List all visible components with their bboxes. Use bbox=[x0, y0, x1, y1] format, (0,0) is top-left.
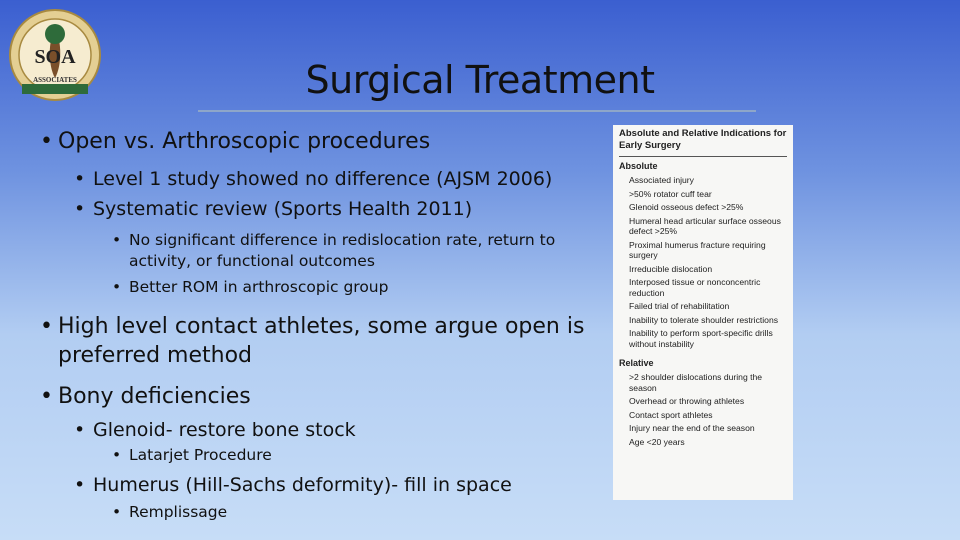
relative-item: Age <20 years bbox=[629, 436, 685, 447]
bullet-humerus: • Humerus (Hill-Sachs deformity)- fill in space bbox=[93, 470, 596, 500]
absolute-item: Inability to perform sport-specific drills without instability bbox=[629, 328, 773, 349]
bullet-latarjet: • Latarjet Procedure bbox=[129, 445, 596, 466]
absolute-item: Associated injury bbox=[629, 175, 694, 185]
bullet-better-rom: • Better ROM in arthroscopic group bbox=[129, 277, 596, 298]
bullet-open-vs-arthroscopic: • Open vs. Arthroscopic procedures bbox=[58, 127, 596, 156]
bullet-no-difference: • No significant difference in redislocation rate, return to activity, or functional outcomes bbox=[129, 230, 596, 272]
relative-heading: Relative bbox=[619, 358, 654, 368]
bullet-contact-athletes: • High level contact athletes, some argue open is preferred method bbox=[58, 312, 596, 370]
absolute-item: Irreducible dislocation bbox=[629, 263, 713, 274]
relative-item: >2 shoulder dislocations during the season bbox=[629, 372, 763, 393]
bullet-level1-study: • Level 1 study showed no difference (AJSM 2006) bbox=[93, 164, 596, 194]
bullet-glenoid: • Glenoid- restore bone stock bbox=[93, 415, 596, 445]
indications-table-image bbox=[613, 125, 793, 500]
bullet-remplissage: • Remplissage bbox=[129, 502, 596, 523]
absolute-item: Interposed tissue or nonconcentric reduction bbox=[629, 277, 761, 298]
relative-item: Injury near the end of the season bbox=[629, 423, 755, 433]
absolute-item: Proximal humerus fracture requiring surgery bbox=[629, 239, 766, 260]
table-divider bbox=[619, 156, 787, 157]
svg-text:ASSOCIATES: ASSOCIATES bbox=[33, 76, 77, 84]
bullet-bony-deficiencies: • Bony deficiencies bbox=[58, 382, 596, 411]
slide-title: Surgical Treatment bbox=[305, 58, 655, 102]
table-title: Absolute and Relative Indications for Early Surgery bbox=[619, 128, 787, 151]
absolute-item: Glenoid osseous defect >25% bbox=[629, 202, 744, 212]
absolute-item: Humeral head articular surface osseous defect >25% bbox=[629, 215, 781, 236]
bullet-systematic-review: • Systematic review (Sports Health 2011) bbox=[93, 194, 596, 224]
bullet-list bbox=[36, 127, 596, 523]
title-divider bbox=[198, 110, 756, 112]
absolute-item: Inability to tolerate shoulder restrictions bbox=[629, 314, 779, 325]
absolute-heading: Absolute bbox=[619, 161, 658, 171]
relative-item: Overhead or throwing athletes bbox=[629, 396, 745, 406]
absolute-item: >50% rotator cuff tear bbox=[629, 188, 712, 199]
svg-text:SOA: SOA bbox=[34, 46, 76, 68]
absolute-item: Failed trial of rehabilitation bbox=[629, 301, 730, 311]
relative-item: Contact sport athletes bbox=[629, 409, 713, 420]
